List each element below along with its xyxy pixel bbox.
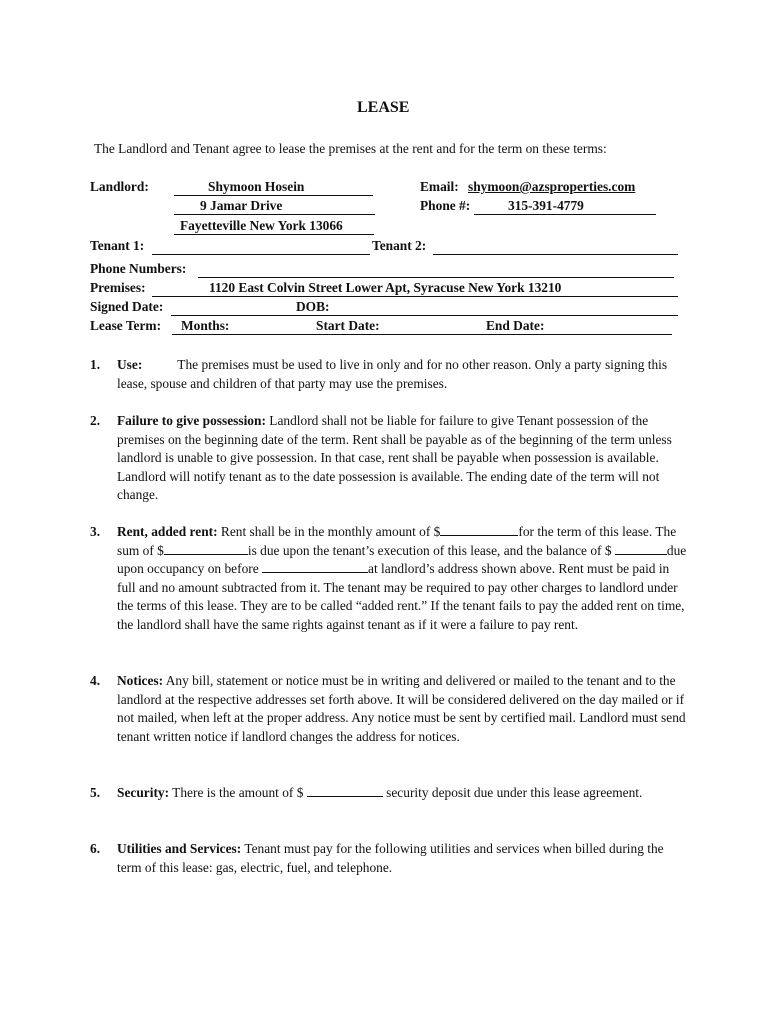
clause-text: at landlord’s address shown above. Rent must be paid in full and no amount subtracted from it. The tenant may be required to pay other charges to landlord under the terms of this lease. They are to be called “added rent.” If the tenant fails to pay the added rent on time, the landlord shall have the same rights against tenant as if it were a failure to pay rent. bbox=[117, 561, 685, 632]
signed-date-field[interactable] bbox=[171, 299, 678, 316]
tenant1-label: Tenant 1: bbox=[90, 238, 145, 253]
intro-text: The Landlord and Tenant agree to lease the premises at the rent and for the term on these terms: bbox=[94, 141, 607, 156]
tenant2-field[interactable] bbox=[433, 238, 678, 255]
clause-failure-to-give-possession bbox=[90, 412, 690, 505]
start-date-label: Start Date: bbox=[316, 318, 380, 333]
document-title: LEASE bbox=[357, 99, 410, 116]
landlord-street: 9 Jamar Drive bbox=[200, 198, 283, 213]
phone-field[interactable] bbox=[474, 198, 656, 215]
clause-use bbox=[90, 356, 690, 393]
monthly-rent-blank[interactable] bbox=[440, 523, 518, 536]
clause-heading: Use: bbox=[117, 357, 143, 372]
clause-heading: Utilities and Services: bbox=[117, 841, 242, 856]
balance-blank[interactable] bbox=[615, 542, 667, 555]
clause-heading: Rent, added rent: bbox=[117, 524, 218, 539]
clause-text: Landlord shall not be liable for failure to give Tenant possession of the premises on the beginning date of the term. Rent shall be payable as of the beginning of the term unless landlord is unable to give possession. In that case, rent shall be payable when possession is available. Landlord will notify tenant as to the date possession is available. The ending date of the term will not change. bbox=[117, 413, 672, 503]
security-deposit-blank[interactable] bbox=[307, 784, 383, 797]
landlord-city: Fayetteville New York 13066 bbox=[180, 218, 343, 233]
clause-text: is due upon the tenant’s execution of this lease, and the balance of $ bbox=[247, 542, 615, 558]
lease-term-label: Lease Term: bbox=[90, 318, 162, 333]
landlord-city-field[interactable] bbox=[174, 218, 374, 235]
landlord-label: Landlord: bbox=[90, 179, 149, 194]
execution-sum-blank[interactable] bbox=[164, 542, 248, 555]
clause-text: Rent shall be in the monthly amount of $ bbox=[220, 524, 441, 539]
occupancy-date-blank[interactable] bbox=[262, 560, 368, 573]
clause-text: Any bill, statement or notice must be in writing and delivered or mailed to the tenant and to the landlord at the respective addresses set forth above. It will be considered delivered on the day mailed or if not mailed, when left at the proper address. Any notice must be sent by certified mail. Landlord must send tenant written notice if landlord changes the address for notices. bbox=[117, 673, 686, 744]
phone-label: Phone #: bbox=[420, 198, 471, 213]
clause-text: Tenant must pay for the following utilities and services when billed during the term of this lease: gas, electric, fuel, and telephone. bbox=[117, 841, 664, 875]
tenant2-label: Tenant 2: bbox=[372, 238, 427, 253]
clause-security bbox=[90, 784, 690, 803]
landlord-name-field[interactable] bbox=[174, 179, 373, 196]
clause-number: 2. bbox=[90, 413, 101, 428]
clause-text: for the term of this lease. The sum of $ bbox=[117, 524, 677, 558]
clause-number: 6. bbox=[90, 841, 101, 856]
clause-number: 1. bbox=[90, 357, 101, 372]
email-label: Email: bbox=[420, 179, 459, 194]
lease-term-field[interactable] bbox=[172, 318, 672, 335]
email-value[interactable]: shymoon@azsproperties.com bbox=[468, 179, 636, 194]
clause-text: There is the amount of $ bbox=[172, 785, 307, 800]
months-label: Months: bbox=[181, 318, 230, 333]
clause-number: 3. bbox=[90, 524, 101, 539]
clause-rent bbox=[90, 523, 690, 635]
clause-heading: Failure to give possession: bbox=[117, 413, 266, 428]
clause-number: 4. bbox=[90, 673, 101, 688]
phone-numbers-label: Phone Numbers: bbox=[90, 261, 187, 276]
clause-notices bbox=[90, 672, 690, 746]
phone-value: 315-391-4779 bbox=[508, 198, 584, 213]
landlord-street-field[interactable] bbox=[174, 198, 375, 215]
clause-utilities bbox=[90, 840, 690, 877]
dob-label: DOB: bbox=[296, 299, 330, 314]
tenant1-field[interactable] bbox=[152, 238, 370, 255]
clause-text: security deposit due under this lease agreement. bbox=[382, 785, 643, 800]
clause-heading: Security: bbox=[117, 785, 170, 800]
clause-heading: Notices: bbox=[117, 673, 164, 688]
clause-text: due upon occupancy on before bbox=[117, 542, 687, 577]
signed-date-label: Signed Date: bbox=[90, 299, 164, 314]
end-date-label: End Date: bbox=[486, 318, 545, 333]
premises-field[interactable] bbox=[152, 280, 678, 297]
landlord-name: Shymoon Hosein bbox=[208, 179, 305, 194]
premises-label: Premises: bbox=[90, 280, 146, 295]
clause-text: The premises must be used to live in only and for no other reason. Only a party signing this lease, spouse and children of that party may use the premises. bbox=[117, 357, 668, 391]
phone-numbers-field[interactable] bbox=[198, 261, 674, 278]
premises-value: 1120 East Colvin Street Lower Apt, Syracuse New York 13210 bbox=[209, 280, 562, 295]
clause-number: 5. bbox=[90, 785, 101, 800]
